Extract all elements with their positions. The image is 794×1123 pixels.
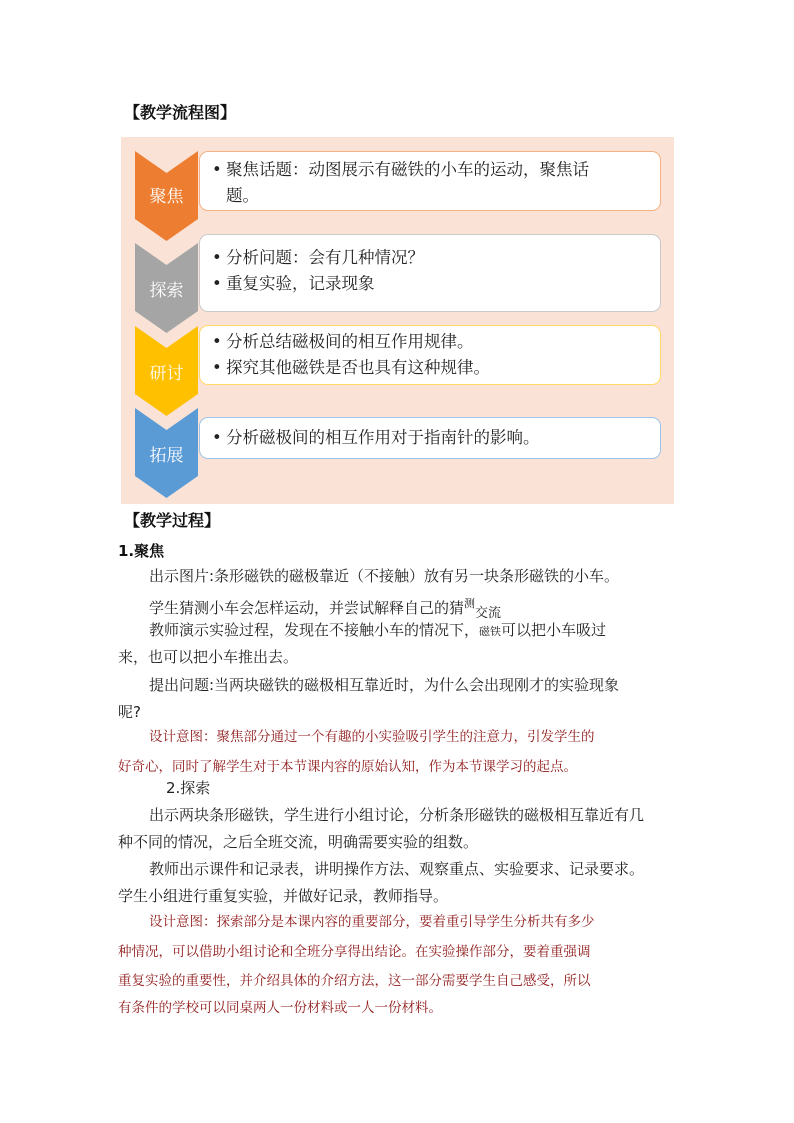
flow-step-label: 研讨: [149, 364, 184, 384]
flow-step-discuss: [135, 326, 198, 416]
design-intent: 种情况，可以借助小组讨论和全班分享得出结论。在实验操作部分，要着重强调: [118, 944, 591, 960]
paragraph: [149, 617, 606, 645]
section-title-focus: 1.聚焦: [118, 542, 165, 560]
design-intent: 重复实验的重要性，并介绍具体的介绍方法，这一部分需要学生自己感受，所以: [118, 973, 591, 989]
bullet-icon: •: [212, 332, 222, 351]
flow-step-label: 拓展: [149, 446, 184, 466]
paragraph: 呢?: [118, 703, 141, 721]
paragraph: 学生小组进行重复实验，并做好记录，教师指导。: [118, 887, 449, 905]
card-text: 聚焦话题：动图展示有磁铁的小车的运动，聚焦话: [226, 160, 589, 179]
paragraph-text: 教师演示实验过程，发现在不接触小车的情况下，: [149, 621, 480, 639]
flow-card-explore: [199, 234, 661, 312]
card-text: 分析磁极间的相互作用对于指南针的影响。: [226, 428, 540, 447]
flow-card-discuss: [199, 325, 661, 385]
card-text: 分析总结磁极间的相互作用规律。: [226, 332, 474, 351]
card-text: 分析问题：会有几种情况？: [226, 248, 424, 267]
paragraph: 种不同的情况，之后全班交流，明确需要实验的组数。: [118, 833, 479, 851]
bullet-icon: •: [212, 274, 222, 293]
design-intent: 好奇心，同时了解学生对于本节课内容的原始认知，作为本节课学习的起点。: [118, 759, 577, 775]
bullet-icon: •: [212, 248, 222, 267]
bullet-icon: •: [212, 358, 222, 377]
bullet-icon: •: [212, 160, 222, 179]
flow-step-label: 聚焦: [149, 187, 184, 207]
card-text: 题。: [226, 186, 259, 205]
flow-step-explore: [135, 243, 198, 333]
paragraph: 来，也可以把小车推出去。: [118, 648, 299, 666]
teaching-flowchart: [121, 137, 674, 504]
design-intent: 有条件的学校可以同桌两人一份材料或一人一份材料。: [118, 1000, 442, 1016]
paragraph-text: 学生猜测小车会怎样运动，并尝试解释自己的猜: [149, 599, 465, 617]
process-heading: 【教学过程】: [124, 511, 221, 530]
paragraph: 出示图片:条形磁铁的磁极靠近（不接触）放有另一块条形磁铁的小车。: [149, 567, 620, 585]
flow-step-label: 探索: [149, 281, 184, 301]
flow-card-focus: [199, 151, 661, 211]
flow-step-extend: [135, 408, 198, 498]
paragraph-text: 测: [464, 597, 476, 610]
bullet-icon: •: [212, 428, 222, 447]
paragraph-text: 交流: [475, 606, 502, 621]
flow-card-extend: [199, 417, 661, 459]
paragraph-text: 磁铁: [479, 625, 502, 638]
paragraph: 提出问题:当两块磁铁的磁极相互靠近时，为什么会出现刚才的实验现象: [149, 676, 620, 694]
paragraph-text: 可以把小车吸过: [501, 621, 607, 639]
section-title-explore: 2.探索: [166, 779, 211, 797]
design-intent: 设计意图：聚焦部分通过一个有趣的小实验吸引学生的注意力，引发学生的: [149, 729, 595, 745]
design-intent: 设计意图：探索部分是本课内容的重要部分，要着重引导学生分析共有多少: [149, 914, 595, 930]
card-text: 探究其他磁铁是否也具有这种规律。: [226, 358, 490, 377]
card-text: 重复实验，记录现象: [226, 274, 375, 293]
paragraph: 出示两块条形磁铁，学生进行小组讨论，分析条形磁铁的磁极相互靠近有几: [149, 806, 645, 824]
paragraph: 教师出示课件和记录表，讲明操作方法、观察重点、实验要求、记录要求。: [149, 860, 645, 878]
flowchart-heading: 【教学流程图】: [124, 103, 237, 122]
flow-step-focus: [135, 151, 198, 241]
